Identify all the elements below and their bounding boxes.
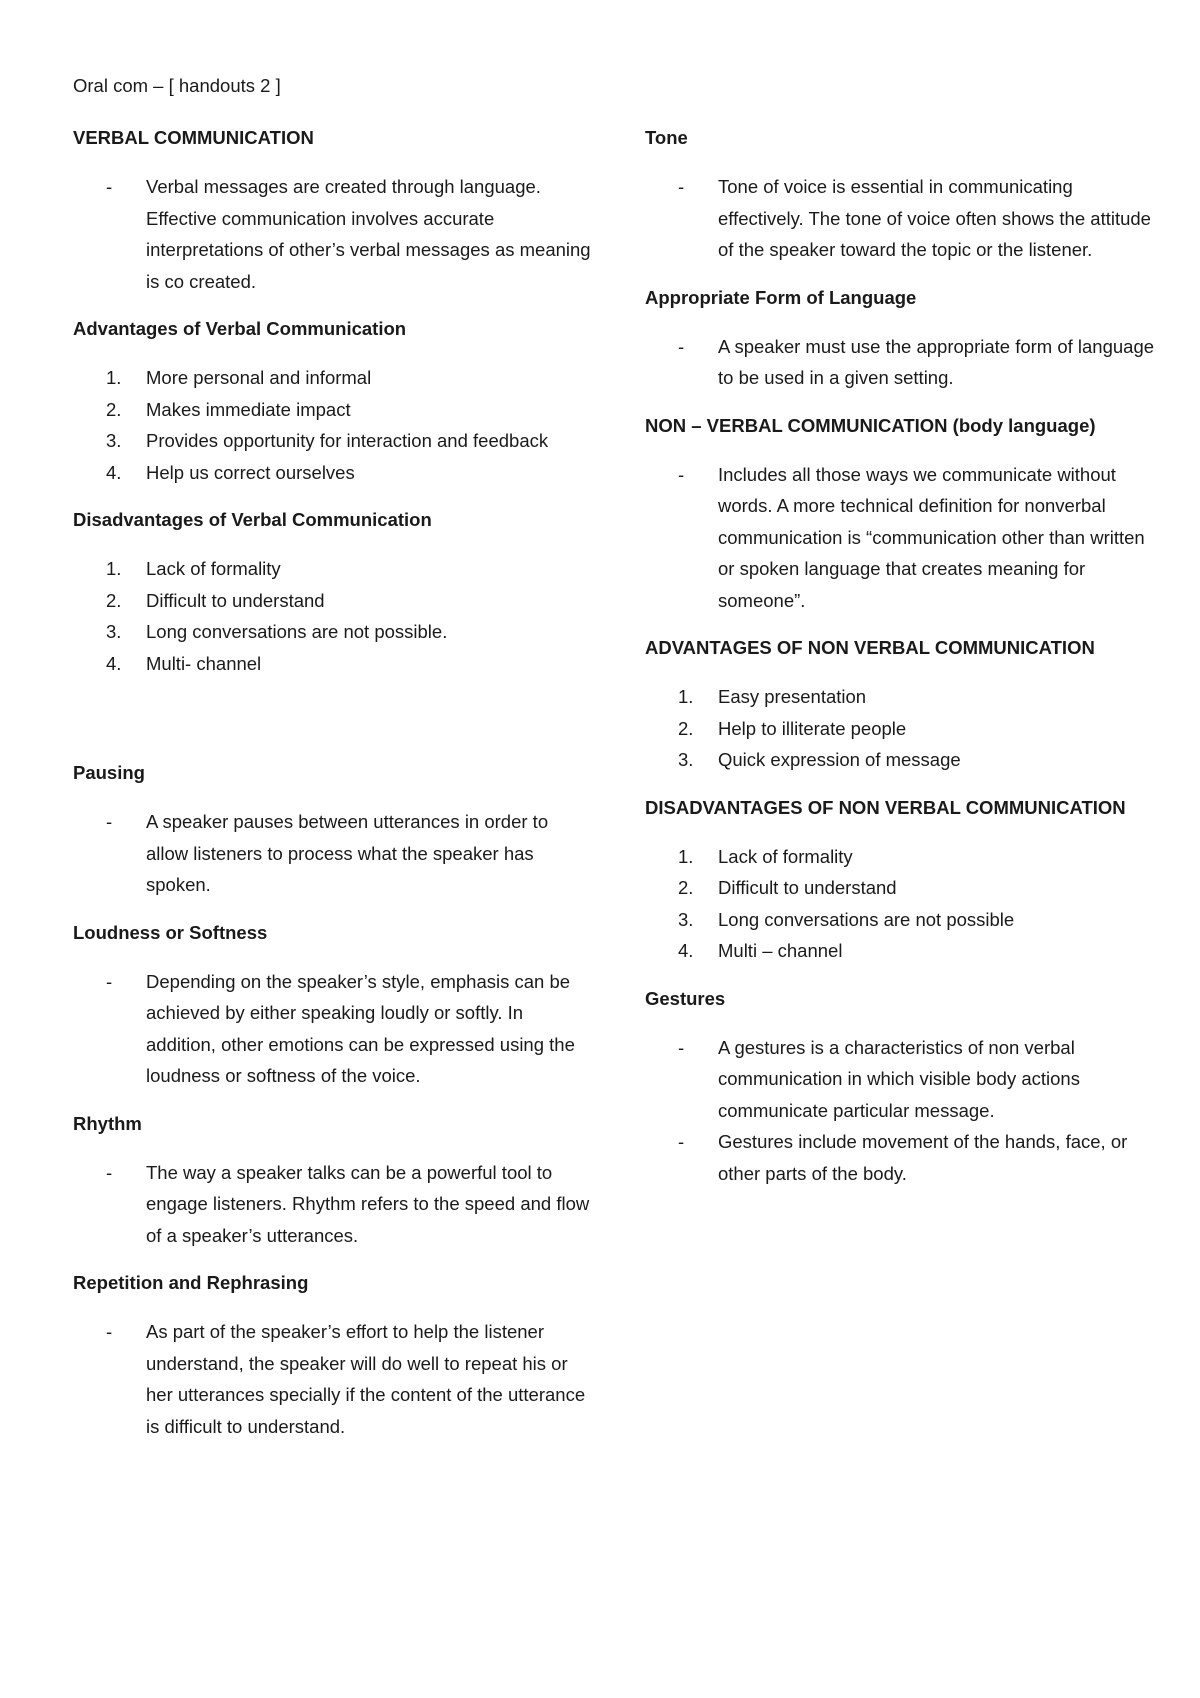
numbered-item bbox=[645, 681, 1155, 713]
bullet-item bbox=[73, 171, 593, 297]
dash-marker: - bbox=[106, 811, 113, 832]
number-marker: 1. bbox=[678, 845, 694, 867]
bullet-item bbox=[645, 171, 1155, 266]
bullet-item bbox=[645, 459, 1155, 617]
section-appropriate-form bbox=[645, 284, 1155, 394]
bullet-text: Gestures include movement of the hands, face, or other parts of the body. bbox=[718, 1131, 1128, 1184]
number-marker: 2. bbox=[678, 717, 694, 739]
section-heading: ADVANTAGES OF NON VERBAL COMMUNICATION bbox=[645, 637, 1095, 658]
section-heading: Repetition and Rephrasing bbox=[73, 1272, 309, 1293]
section-disadvantages-verbal bbox=[73, 506, 593, 679]
section-heading: Disadvantages of Verbal Communication bbox=[73, 509, 432, 530]
section-loudness bbox=[73, 919, 593, 1092]
item-text: Lack of formality bbox=[146, 558, 281, 579]
bullet-text: A gestures is a characteristics of non verbal communication in which visible body actions communicate particular message. bbox=[718, 1036, 1080, 1121]
section-verbal-communication bbox=[73, 124, 593, 297]
section-heading: Appropriate Form of Language bbox=[645, 286, 917, 308]
number-marker: 1. bbox=[678, 686, 694, 707]
item-text: Help us correct ourselves bbox=[146, 461, 355, 483]
numbered-item bbox=[645, 904, 1155, 936]
bullet-item bbox=[73, 1316, 593, 1442]
bullet-item bbox=[645, 1126, 1155, 1189]
right-column bbox=[645, 124, 1155, 1207]
section-advantages-verbal bbox=[73, 315, 593, 488]
section-gestures bbox=[645, 985, 1155, 1190]
number-marker: 2. bbox=[106, 398, 122, 420]
section-heading: NON – VERBAL COMMUNICATION (body language) bbox=[645, 414, 1096, 436]
item-text: Provides opportunity for interaction and feedback bbox=[146, 430, 549, 451]
numbered-item bbox=[645, 841, 1155, 873]
dash-marker: - bbox=[678, 176, 685, 197]
dash-marker: - bbox=[678, 1036, 685, 1058]
section-pausing bbox=[73, 759, 593, 901]
bullet-text: Verbal messages are created through language. Effective communication involves accurate interpretations of other’s verbal messages as meaning is co created. bbox=[146, 176, 591, 292]
numbered-item bbox=[645, 713, 1155, 745]
number-marker: 2. bbox=[106, 589, 122, 611]
item-text: Easy presentation bbox=[718, 686, 867, 707]
section-repetition bbox=[73, 1269, 593, 1442]
numbered-item bbox=[73, 585, 593, 617]
item-text: Lack of formality bbox=[718, 845, 853, 867]
item-text: Quick expression of message bbox=[718, 749, 961, 770]
item-text: Multi- channel bbox=[146, 652, 262, 674]
numbered-item bbox=[73, 616, 593, 648]
numbered-item bbox=[645, 935, 1155, 967]
section-heading: DISADVANTAGES OF NON VERBAL COMMUNICATION bbox=[645, 796, 1126, 818]
dash-marker: - bbox=[106, 1321, 113, 1342]
numbered-item bbox=[645, 872, 1155, 904]
item-text: Multi – channel bbox=[718, 940, 843, 961]
number-marker: 4. bbox=[106, 652, 122, 674]
number-marker: 3. bbox=[678, 908, 694, 930]
section-heading: Loudness or Softness bbox=[73, 921, 268, 943]
spacer bbox=[73, 697, 593, 759]
dash-marker: - bbox=[106, 970, 113, 992]
section-tone bbox=[645, 124, 1155, 266]
numbered-item bbox=[73, 457, 593, 489]
dash-marker: - bbox=[678, 335, 685, 357]
dash-marker: - bbox=[106, 176, 113, 197]
left-column bbox=[73, 124, 593, 1460]
item-text: Long conversations are not possible. bbox=[146, 621, 448, 642]
bullet-text: A speaker must use the appropriate form of language to be used in a given setting. bbox=[718, 335, 1155, 388]
section-heading: Tone bbox=[645, 127, 688, 148]
bullet-text: Includes all those ways we communicate without words. A more technical definition for nonverbal communication is “communication other than written or spoken language that creates meaning for someone”. bbox=[718, 463, 1145, 611]
number-marker: 2. bbox=[678, 877, 694, 898]
item-text: Makes immediate impact bbox=[146, 398, 351, 420]
section-heading: Pausing bbox=[73, 762, 145, 783]
section-heading: VERBAL COMMUNICATION bbox=[73, 127, 314, 148]
section-rhythm bbox=[73, 1110, 593, 1252]
section-nonverbal bbox=[645, 412, 1155, 617]
bullet-item bbox=[73, 806, 593, 901]
dash-marker: - bbox=[106, 1161, 113, 1183]
number-marker: 1. bbox=[106, 558, 122, 579]
numbered-item bbox=[73, 362, 593, 394]
bullet-item bbox=[73, 1157, 593, 1252]
numbered-item bbox=[73, 648, 593, 680]
number-marker: 1. bbox=[106, 367, 122, 388]
section-advantages-nonverbal bbox=[645, 634, 1155, 776]
item-text: Long conversations are not possible bbox=[718, 908, 1015, 930]
numbered-item bbox=[645, 744, 1155, 776]
bullet-item bbox=[645, 331, 1155, 394]
dash-marker: - bbox=[678, 463, 685, 485]
section-heading: Gestures bbox=[645, 987, 726, 1009]
item-text: Difficult to understand bbox=[146, 589, 325, 611]
item-text: Difficult to understand bbox=[718, 877, 897, 898]
numbered-item bbox=[73, 553, 593, 585]
item-text: More personal and informal bbox=[146, 367, 372, 388]
bullet-text: Depending on the speaker’s style, emphasis can be achieved by either speaking loudly or softly. In addition, other emotions can be expressed using the loudness or softness of the voice. bbox=[146, 970, 575, 1086]
bullet-text: As part of the speaker’s effort to help the listener understand, the speaker will do well to repeat his or her utterances specially if the content of the utterance is difficult to understand. bbox=[146, 1321, 586, 1437]
section-heading: Advantages of Verbal Communication bbox=[73, 318, 407, 339]
number-marker: 3. bbox=[106, 621, 122, 642]
dash-marker: - bbox=[678, 1131, 685, 1152]
page-title: Oral com – [ handouts 2 ] bbox=[73, 75, 281, 96]
number-marker: 4. bbox=[106, 461, 122, 483]
number-marker: 3. bbox=[106, 430, 122, 451]
number-marker: 3. bbox=[678, 749, 694, 770]
bullet-text: The way a speaker talks can be a powerful tool to engage listeners. Rhythm refers to the speed and flow of a speaker’s utterances. bbox=[146, 1161, 590, 1246]
section-heading: Rhythm bbox=[73, 1112, 142, 1134]
bullet-text: A speaker pauses between utterances in order to allow listeners to process what the speaker has spoken. bbox=[146, 811, 549, 895]
bullet-item bbox=[645, 1032, 1155, 1127]
numbered-item bbox=[73, 425, 593, 457]
number-marker: 4. bbox=[678, 940, 694, 961]
bullet-text: Tone of voice is essential in communicating effectively. The tone of voice often shows the attitude of the speaker toward the topic or the listener. bbox=[718, 176, 1151, 260]
item-text: Help to illiterate people bbox=[718, 717, 907, 739]
section-disadvantages-nonverbal bbox=[645, 794, 1155, 967]
numbered-item bbox=[73, 394, 593, 426]
bullet-item bbox=[73, 966, 593, 1092]
